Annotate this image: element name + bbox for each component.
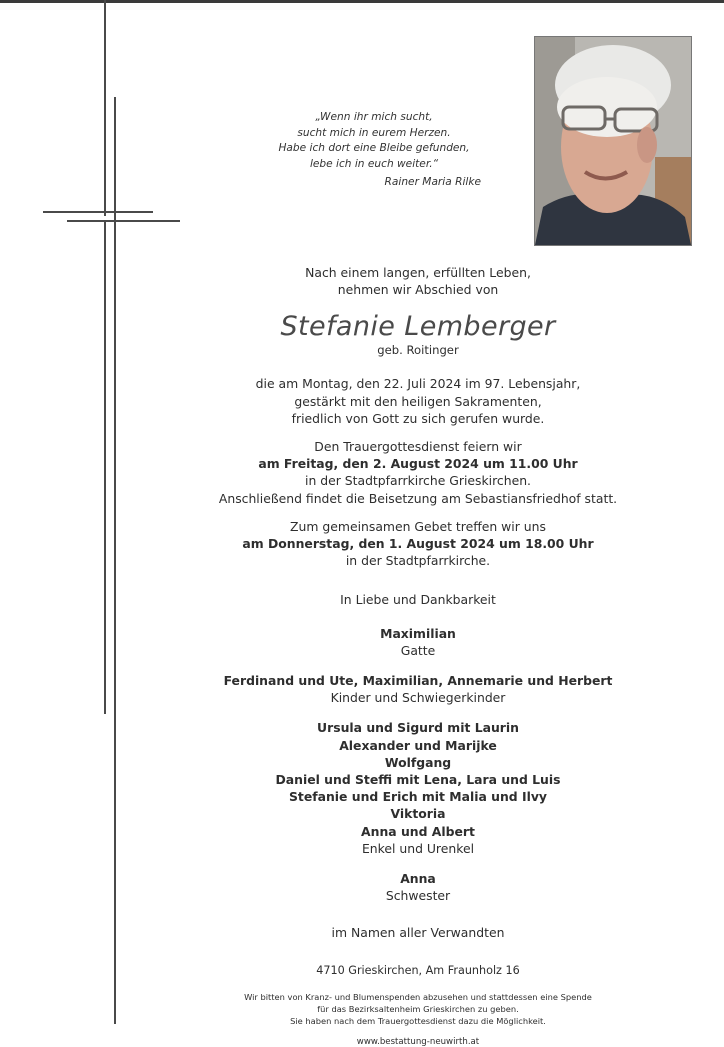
donation-note-line: für das Bezirksaltenheim Grieskirchen zu geben. (317, 1003, 519, 1014)
quote-line: Habe ich dort eine Bleibe gefunden, (278, 142, 470, 154)
quote-line: sucht mich in eurem Herzen. (297, 126, 451, 139)
mourner-name: Daniel und Steffi mit Lena, Lara und Luis (275, 772, 561, 788)
closing-line: In Liebe und Dankbarkeit (340, 592, 496, 608)
mourner-name: Stefanie und Erich mit Malia und Ilvy (288, 789, 547, 805)
deceased-name: Stefanie Lemberger (280, 311, 556, 343)
death-notice-line: gestärkt mit den heiligen Sakramenten, (294, 393, 542, 409)
mourner-name: Viktoria (390, 806, 446, 822)
service-intro: Den Trauergottesdienst feiern wir (314, 439, 522, 455)
mourner-name: Maximilian (380, 625, 456, 641)
intro-line: Nach einem langen, erfüllten Leben, (305, 265, 531, 280)
burial-info: Anschließend findet die Beisetzung am Sebastiansfriedhof statt. (218, 490, 618, 506)
quote (255, 110, 493, 191)
death-notice-line: friedlich von Gott zu sich gerufen wurde. (291, 410, 545, 426)
mourner-name: Wolfgang (384, 754, 452, 770)
quote-author: Rainer Maria Rilke (384, 176, 481, 188)
prayer-intro: Zum gemeinsamen Gebet treffen wir uns (290, 518, 546, 534)
mourner-relation: Schwester (385, 888, 451, 904)
obituary-text (208, 264, 628, 1047)
quote-line: lebe ich in euch weiter.“ (309, 157, 439, 170)
mourner-name: Anna und Albert (361, 823, 475, 839)
birth-name: geb. Roitinger (377, 343, 459, 358)
portrait-photo (534, 36, 692, 246)
mourner-relation: Gatte (400, 642, 436, 658)
donation-note-line: Wir bitten von Kranz- und Blumenspenden abzusehen und stattdessen eine Spende (244, 991, 592, 1002)
mourner-name: Anna (400, 871, 436, 887)
prayer-date: am Donnerstag, den 1. August 2024 um 18.00 Uhr (242, 536, 594, 552)
mourner-name: Ursula und Sigurd mit Laurin (317, 720, 519, 736)
relatives-line: im Namen aller Verwandten (331, 925, 505, 941)
death-notice-line: die am Montag, den 22. Juli 2024 im 97. Lebensjahr, (255, 376, 581, 392)
address: 4710 Grieskirchen, Am Fraunholz 16 (316, 963, 520, 977)
portrait-image (535, 37, 691, 245)
donation-note-line: Sie haben nach dem Trauergottesdienst dazu die Möglichkeit. (290, 1015, 546, 1026)
mourner-relation: Kinder und Schwiegerkinder (330, 690, 506, 706)
mourner-name: Ferdinand und Ute, Maximilian, Annemarie und Herbert (223, 673, 613, 689)
intro-line: nehmen wir Abschied von (337, 282, 499, 298)
mourner-relation: Enkel und Urenkel (361, 840, 475, 856)
quote-line: „Wenn ihr mich sucht, (315, 111, 433, 123)
mourner-name: Alexander und Marijke (339, 737, 497, 753)
service-date: am Freitag, den 2. August 2024 um 11.00 Uhr (258, 456, 578, 472)
prayer-place: in der Stadtpfarrkirche. (345, 553, 491, 569)
top-border (0, 0, 724, 3)
service-place: in der Stadtpfarrkirche Grieskirchen. (305, 473, 531, 489)
website-link[interactable]: www.bestattung-neuwirth.at (356, 1036, 480, 1047)
